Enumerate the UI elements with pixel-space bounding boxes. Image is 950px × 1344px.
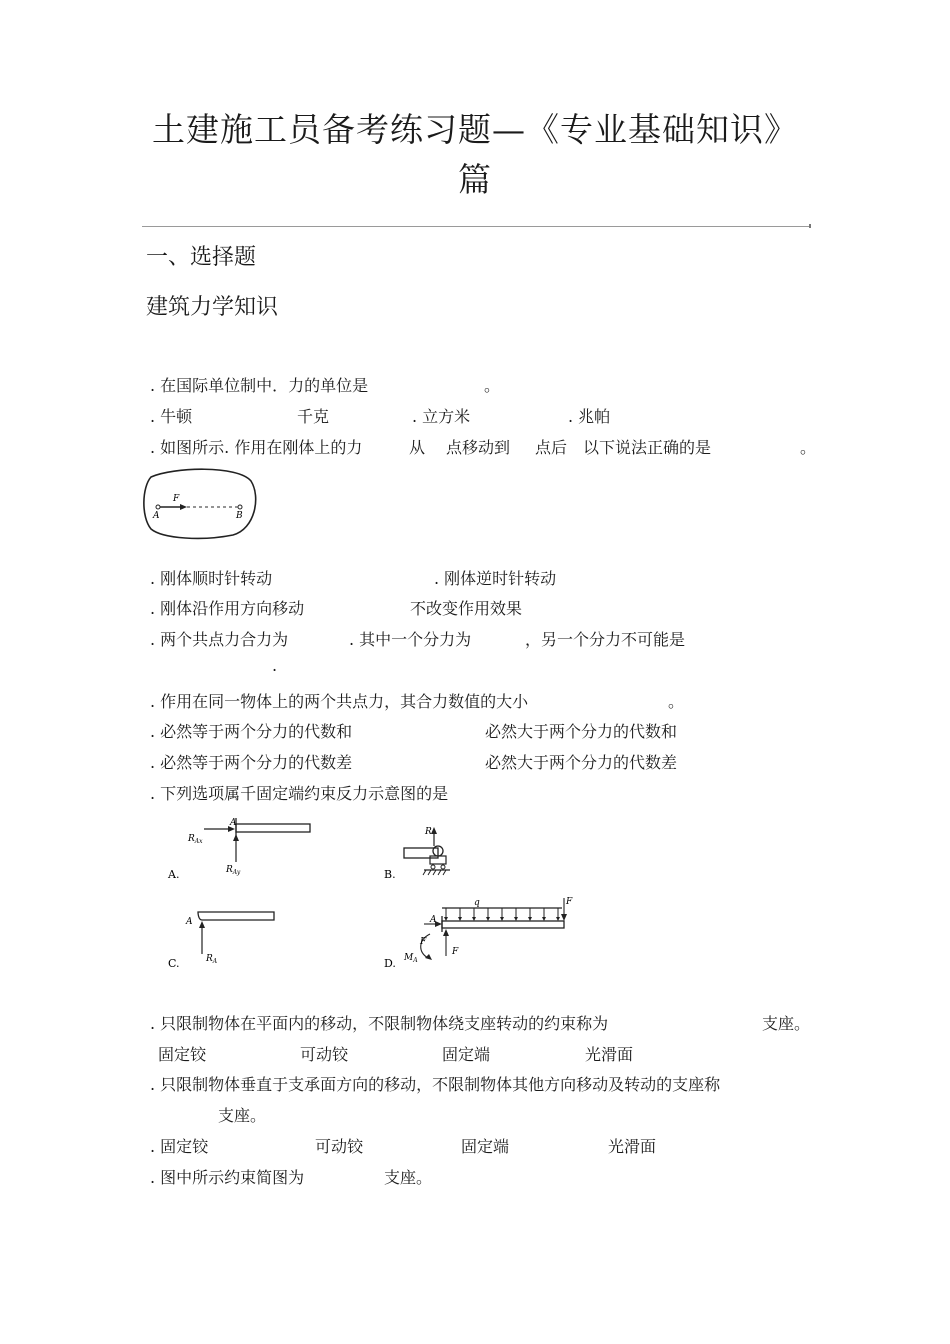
q5-figure-c bbox=[164, 904, 284, 972]
fig-b-r: R bbox=[425, 827, 432, 837]
fig-d-q: q bbox=[474, 898, 480, 908]
q2-stem-c: 点移动到 bbox=[446, 438, 511, 457]
q3-stem-b: . 其中一个分力为 bbox=[349, 630, 472, 649]
fig-a-point: A bbox=[230, 818, 237, 828]
fig-c-ra: $R_A$ bbox=[206, 954, 218, 965]
ground-hatch bbox=[423, 870, 446, 875]
q1-option-b: 千克 bbox=[297, 407, 330, 426]
q2-option-d: 不改变作用效果 bbox=[410, 599, 523, 618]
q2-stem-a: . 如图所示. 作用在刚体上的力 bbox=[150, 438, 363, 457]
q7-option-a: . 固定铰 bbox=[150, 1137, 209, 1156]
q7-stem: . 只限制物体垂直于支承面方向的移动，不限制物体其他方向移动及转动的支座称 bbox=[150, 1075, 721, 1094]
q2-option-b: . 刚体逆时针转动 bbox=[434, 569, 557, 588]
q6-stem: . 只限制物体在平面内的移动，不限制物体绕支座转动的约束称为 bbox=[150, 1014, 609, 1033]
r-arrowhead bbox=[431, 827, 437, 834]
q2-option-c: . 刚体沿作用方向移动 bbox=[150, 599, 305, 618]
q2-stem-b: 从 bbox=[409, 438, 426, 457]
fig-a-rax: $R_{Ax}$ bbox=[188, 834, 203, 845]
doc-title-line2: 篇 bbox=[458, 160, 492, 199]
q1-option-d: . 兆帕 bbox=[568, 407, 611, 426]
q4-option-d: 必然大于两个分力的代数差 bbox=[485, 753, 678, 772]
q2-rigid-body-figure bbox=[143, 467, 259, 541]
q2-stem-d: 点后 bbox=[535, 438, 568, 457]
point-b-marker bbox=[238, 505, 242, 509]
q3-stem-end: . bbox=[272, 656, 278, 675]
q6-option-a: 固定铰 bbox=[158, 1045, 207, 1064]
q2-stem-end: 。 bbox=[800, 438, 817, 457]
q1-option-a: . 牛顿 bbox=[150, 407, 193, 426]
subsection-heading: 建筑力学知识 bbox=[146, 295, 279, 320]
moment-arrowhead bbox=[425, 954, 432, 960]
q2-option-a: . 刚体顺时针转动 bbox=[150, 569, 273, 588]
fig-d-label: D. bbox=[384, 957, 396, 970]
fig-d-f-left: F bbox=[420, 937, 427, 947]
q4-option-a: . 必然等于两个分力的代数和 bbox=[150, 722, 353, 741]
fig-label-f: F bbox=[173, 494, 180, 504]
q4-stem: . 作用在同一物体上的两个共点力，其合力数值的大小 bbox=[150, 692, 529, 711]
q6-option-d: 光滑面 bbox=[585, 1045, 634, 1064]
roller-2 bbox=[441, 865, 445, 869]
q8-stem: . 图中所示约束简图为 bbox=[150, 1168, 305, 1187]
q3-stem-a: . 两个共点力合力为 bbox=[150, 630, 289, 649]
q1-option-c: . 立方米 bbox=[412, 407, 471, 426]
q4-option-c: . 必然等于两个分力的代数差 bbox=[150, 753, 353, 772]
beam-d bbox=[442, 921, 564, 928]
q5-figure-d bbox=[380, 892, 580, 976]
q6-option-b: 可动铰 bbox=[300, 1045, 349, 1064]
beam-c bbox=[198, 912, 274, 920]
q5-figure-a bbox=[164, 812, 316, 882]
q6-stem-end: 支座。 bbox=[762, 1014, 811, 1033]
beam-a bbox=[236, 824, 310, 832]
q1-stem-end: 。 bbox=[484, 376, 501, 395]
fig-label-b: B bbox=[236, 511, 243, 521]
fig-d-f-top: F bbox=[566, 897, 573, 907]
ray-arrowhead bbox=[233, 834, 239, 841]
fig-a-label: A. bbox=[168, 868, 180, 881]
q7-option-b: 可动铰 bbox=[315, 1137, 364, 1156]
ra-arrowhead bbox=[199, 921, 205, 928]
fig-a-ray: $R_{Ay}$ bbox=[226, 865, 241, 876]
fig-c-point: A bbox=[186, 917, 193, 927]
distributed-load-arrows bbox=[446, 908, 558, 918]
q6-option-c: 固定端 bbox=[442, 1045, 491, 1064]
q4-stem-end: 。 bbox=[668, 692, 685, 711]
title-divider bbox=[142, 226, 810, 227]
fig-d-moment: $M_A$ bbox=[404, 953, 418, 964]
divider-tick bbox=[809, 224, 811, 228]
end-force-arrowhead bbox=[561, 914, 567, 921]
q3-stem-c: ，另一个分力不可能是 bbox=[525, 630, 686, 649]
q5-figure-b bbox=[380, 820, 460, 884]
section-heading: 一、选择题 bbox=[146, 245, 257, 270]
fig-label-a: A bbox=[153, 511, 160, 521]
q5-stem: . 下列选项属千固定端约束反力示意图的是 bbox=[150, 784, 449, 803]
point-a-marker bbox=[156, 505, 160, 509]
roller-1 bbox=[431, 865, 435, 869]
rigid-body-outline bbox=[144, 469, 256, 538]
fig-b-label: B. bbox=[384, 868, 396, 881]
q7-option-d: 光滑面 bbox=[608, 1137, 657, 1156]
fig-d-point: A bbox=[430, 915, 437, 925]
q2-stem-e: 以下说法正确的是 bbox=[583, 438, 712, 457]
q1-stem: . 在国际单位制中．力的单位是 bbox=[150, 376, 369, 395]
vertical-reaction-arrowhead bbox=[443, 929, 449, 936]
doc-title-line1: 土建施工员备考练习题—《专业基础知识》 bbox=[152, 110, 798, 149]
q8-stem-end: 支座。 bbox=[384, 1168, 433, 1187]
q4-option-b: 必然大于两个分力的代数和 bbox=[485, 722, 678, 741]
force-arrowhead bbox=[180, 504, 187, 510]
q7-stem-line2: 支座。 bbox=[218, 1106, 267, 1125]
q7-option-c: 固定端 bbox=[461, 1137, 510, 1156]
fig-d-f-bottom: F bbox=[452, 947, 459, 957]
fig-c-label: C. bbox=[168, 957, 180, 970]
